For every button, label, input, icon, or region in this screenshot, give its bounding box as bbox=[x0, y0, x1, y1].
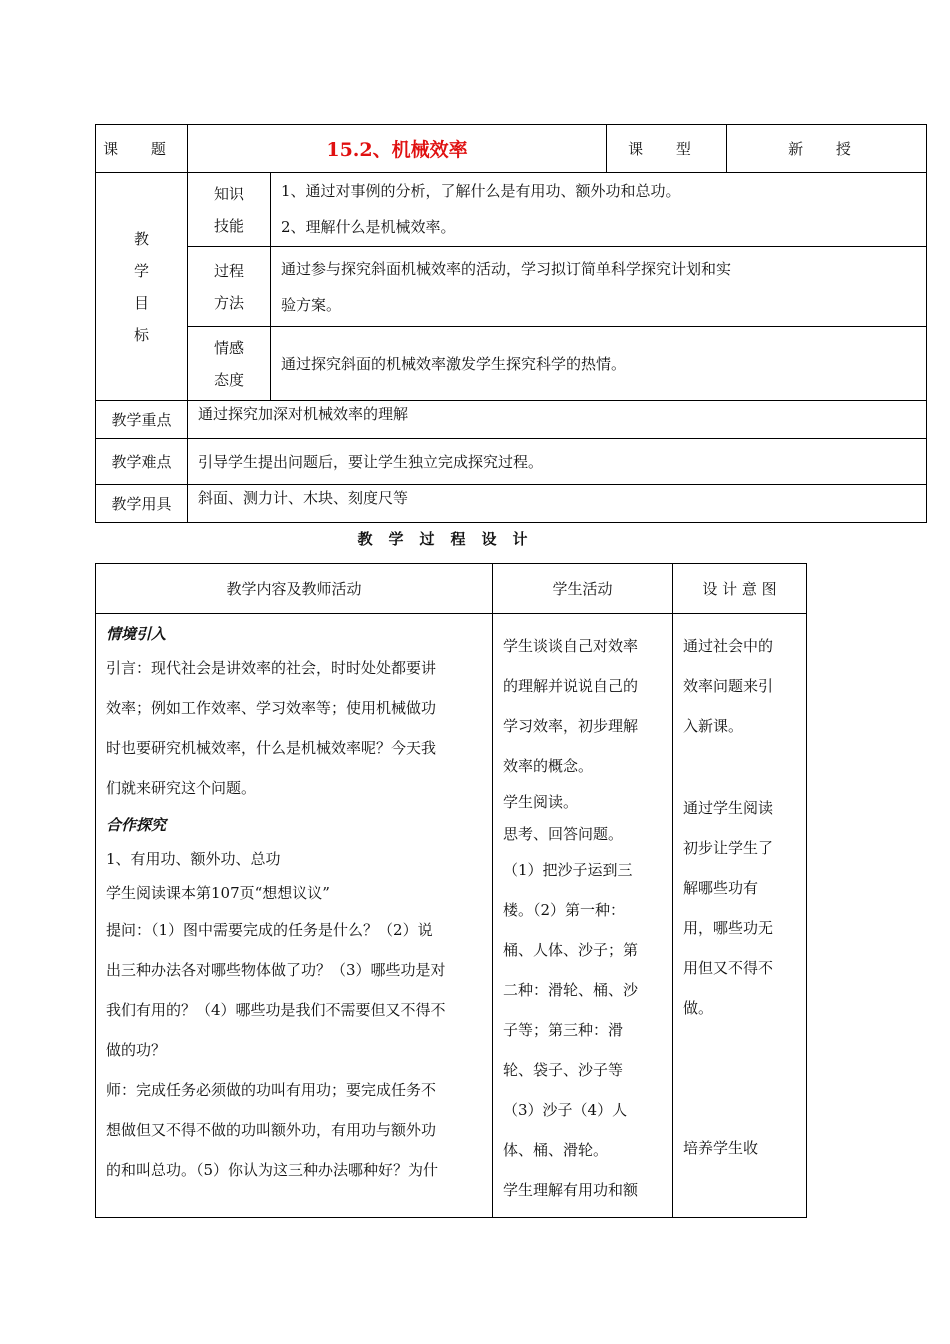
process-heading: 教学过程设计 bbox=[357, 530, 544, 548]
intro-line: 效率；例如工作效率、学习效率等；使用机械做功 bbox=[106, 699, 437, 717]
intent-line: 用，哪些功无 bbox=[683, 919, 774, 937]
intent-line: 通过学生阅读 bbox=[683, 799, 774, 817]
col-header-intent: 设 计 意 图 bbox=[673, 564, 807, 614]
student-line: 学生谈谈自己对效率 bbox=[503, 637, 639, 655]
student-line: 学生阅读。 bbox=[503, 793, 579, 811]
tools-label: 教学用具 bbox=[96, 485, 188, 523]
key-points-label: 教学重点 bbox=[96, 401, 188, 439]
body-line: 的和叫总功。（5）你认为这三种办法哪种好？为什 bbox=[106, 1161, 439, 1179]
teacher-activities bbox=[96, 614, 493, 1218]
student-activities bbox=[493, 614, 673, 1218]
student-line: 学习效率，初步理解 bbox=[503, 717, 639, 735]
student-line: 楼。（2）第一种： bbox=[503, 901, 626, 919]
intent-line: 用但又不得不 bbox=[683, 959, 774, 977]
body-line: 做的功？ bbox=[106, 1041, 167, 1059]
student-line: （1）把沙子运到三 bbox=[503, 861, 633, 879]
objective-type-emotion: 情感 态度 bbox=[188, 327, 271, 401]
student-line: 体、桶、滑轮。 bbox=[503, 1141, 609, 1159]
student-line: 效率的概念。 bbox=[503, 757, 594, 775]
objective-text-emotion: 通过探究斜面的机械效率激发学生探究科学的热情。 bbox=[271, 327, 927, 401]
objective-type-process: 过程 方法 bbox=[188, 247, 271, 327]
intent-line: 解哪些功有 bbox=[683, 879, 759, 897]
type-label: 课 型 bbox=[607, 125, 727, 173]
intro-line: 们就来研究这个问题。 bbox=[106, 779, 257, 797]
student-line: 桶、人体、沙子；第 bbox=[503, 941, 639, 959]
tools-text: 斜面、测力计、木块、刻度尺等 bbox=[188, 485, 927, 523]
objective-type-knowledge: 知识 技能 bbox=[188, 173, 271, 247]
student-line: 思考、回答问题。 bbox=[503, 825, 624, 843]
design-intent bbox=[673, 614, 807, 1218]
process-table bbox=[95, 563, 807, 1218]
intent-line: 通过社会中的 bbox=[683, 637, 774, 655]
lesson-title: 15.2、机械效率 bbox=[188, 125, 607, 173]
col-header-student: 学生活动 bbox=[493, 564, 673, 614]
intent-line: 培养学生收 bbox=[683, 1139, 759, 1157]
type-value: 新 授 bbox=[727, 125, 927, 173]
intro-line: 引言：现代社会是讲效率的社会，时时处处都要讲 bbox=[106, 659, 437, 677]
intent-line: 做。 bbox=[683, 999, 714, 1017]
key-points-text: 通过探究加深对机械效率的理解 bbox=[188, 401, 927, 439]
intent-line: 入新课。 bbox=[683, 717, 744, 735]
col-header-teacher: 教学内容及教师活动 bbox=[96, 564, 493, 614]
student-line: 子等；第三种：滑 bbox=[503, 1021, 624, 1039]
body-line: 出三种办法各对哪些物体做了功？（3）哪些功是对 bbox=[106, 961, 446, 979]
difficulties-text: 引导学生提出问题后，要让学生独立完成探究过程。 bbox=[188, 439, 927, 485]
section-explore-title: 合作探究 bbox=[106, 816, 167, 834]
body-line: 师：完成任务必须做的功叫有用功；要完成任务不 bbox=[106, 1081, 437, 1099]
intent-line: 初步让学生了 bbox=[683, 839, 774, 857]
body-line: 想做但又不得不做的功叫额外功，有用功与额外功 bbox=[106, 1121, 437, 1139]
objective-text-knowledge: 1、通过对事例的分析，了解什么是有用功、额外功和总功。 2、理解什么是机械效率。 bbox=[271, 173, 927, 247]
body-line: 1、有用功、额外功、总功 bbox=[106, 850, 281, 868]
body-line: 学生阅读课本第107页“想想议议” bbox=[106, 884, 330, 902]
student-line: 学生理解有用功和额 bbox=[503, 1181, 639, 1199]
student-line: 二种：滑轮、桶、沙 bbox=[503, 981, 639, 999]
intro-line: 时也要研究机械效率，什么是机械效率呢？今天我 bbox=[106, 739, 437, 757]
section-intro-title: 情境引入 bbox=[106, 625, 167, 643]
body-line: 我们有用的？（4）哪些功是我们不需要但又不得不 bbox=[106, 1001, 446, 1019]
topic-label: 课 题 bbox=[96, 125, 188, 173]
intent-line: 效率问题来引 bbox=[683, 677, 774, 695]
objective-text-process: 通过参与探究斜面机械效率的活动，学习拟订简单科学探究计划和实 验方案。 bbox=[271, 247, 927, 327]
body-line: 提问：（1）图中需要完成的任务是什么？（2）说 bbox=[106, 921, 433, 939]
difficulties-label: 教学难点 bbox=[96, 439, 188, 485]
student-line: （3）沙子（4）人 bbox=[503, 1101, 628, 1119]
student-line: 轮、袋子、沙子等 bbox=[503, 1061, 624, 1079]
student-line: 的理解并说说自己的 bbox=[503, 677, 639, 695]
lesson-info-table bbox=[95, 124, 927, 523]
objectives-label: 教 学 目 标 bbox=[96, 173, 188, 401]
